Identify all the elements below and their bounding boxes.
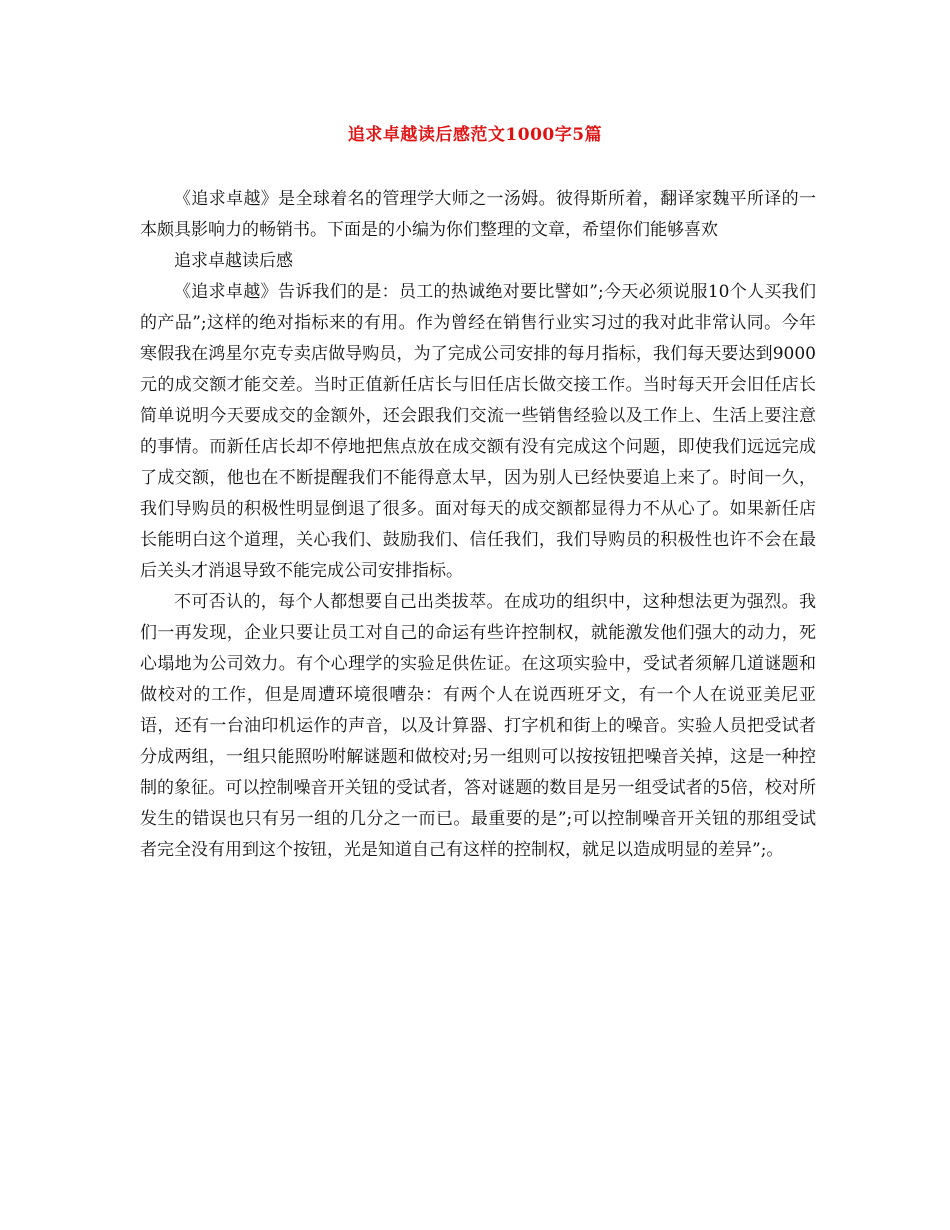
document-body [140,184,816,866]
intro-paragraph: 《追求卓越》是全球着名的管理学大师之一汤姆。彼得斯所着，翻译家魏平所译的一本颇具影响力的畅销书。下面是的小编为你们整理的文章，希望你们能够喜欢 [140,189,816,240]
section-heading: 追求卓越读后感 [174,251,293,271]
body-paragraph: 不可否认的，每个人都想要自己出类拔萃。在成功的组织中，这种想法更为强烈。我们一再发现，企业只要让员工对自己的命运有些许控制权，就能激发他们强大的动力，死心塌地为公司效力。有个心理学的实验足供佐证。在这项实验中，受试者须解几道谜题和做校对的工作，但是周遭环境很嘈杂：有两个人在说西班牙文，有一个人在说亚美尼亚语，还有一台油印机运作的声音，以及计算器、打字机和街上的噪音。实验人员把受试者分成两组，一组只能照吩咐解谜题和做校对;另一组则可以按按钮把噪音关掉，这是一种控制的象征。可以控制噪音开关钮的受试者，答对谜题的数目是另一组受试者的5倍，校对所发生的错误也只有另一组的几分之一而已。最重要的是”;可以控制噪音开关钮的那组受试者完全没有用到这个按钮，光是知道自己有这样的控制权，就足以造成明显的差异”;。 [140,592,816,860]
document-title: 追求卓越读后感范文1000字5篇 [347,125,603,145]
body-paragraph: 《追求卓越》告诉我们的是：员工的热诚绝对要比譬如”;今天必须说服10个人买我们的产品”;这样的绝对指标来的有用。作为曾经在销售行业实习过的我对此非常认同。今年寒假我在鸿星尔克专卖店做导购员，为了完成公司安排的每月指标，我们每天要达到9000元的成交额才能交差。当时正值新任店长与旧任店长做交接工作。当时每天开会旧任店长简单说明今天要成交的金额外，还会跟我们交流一些销售经验以及工作上、生活上要注意的事情。而新任店长却不停地把焦点放在成交额有没有完成这个问题，即使我们远远完成了成交额，他也在不断提醒我们不能得意太早，因为别人已经快要追上来了。时间一久，我们导购员的积极性明显倒退了很多。面对每天的成交额都显得力不从心了。如果新任店长能明白这个道理，关心我们、鼓励我们、信任我们，我们导购员的积极性也许不会在最后关头才消退导致不能完成公司安排指标。 [140,282,816,581]
